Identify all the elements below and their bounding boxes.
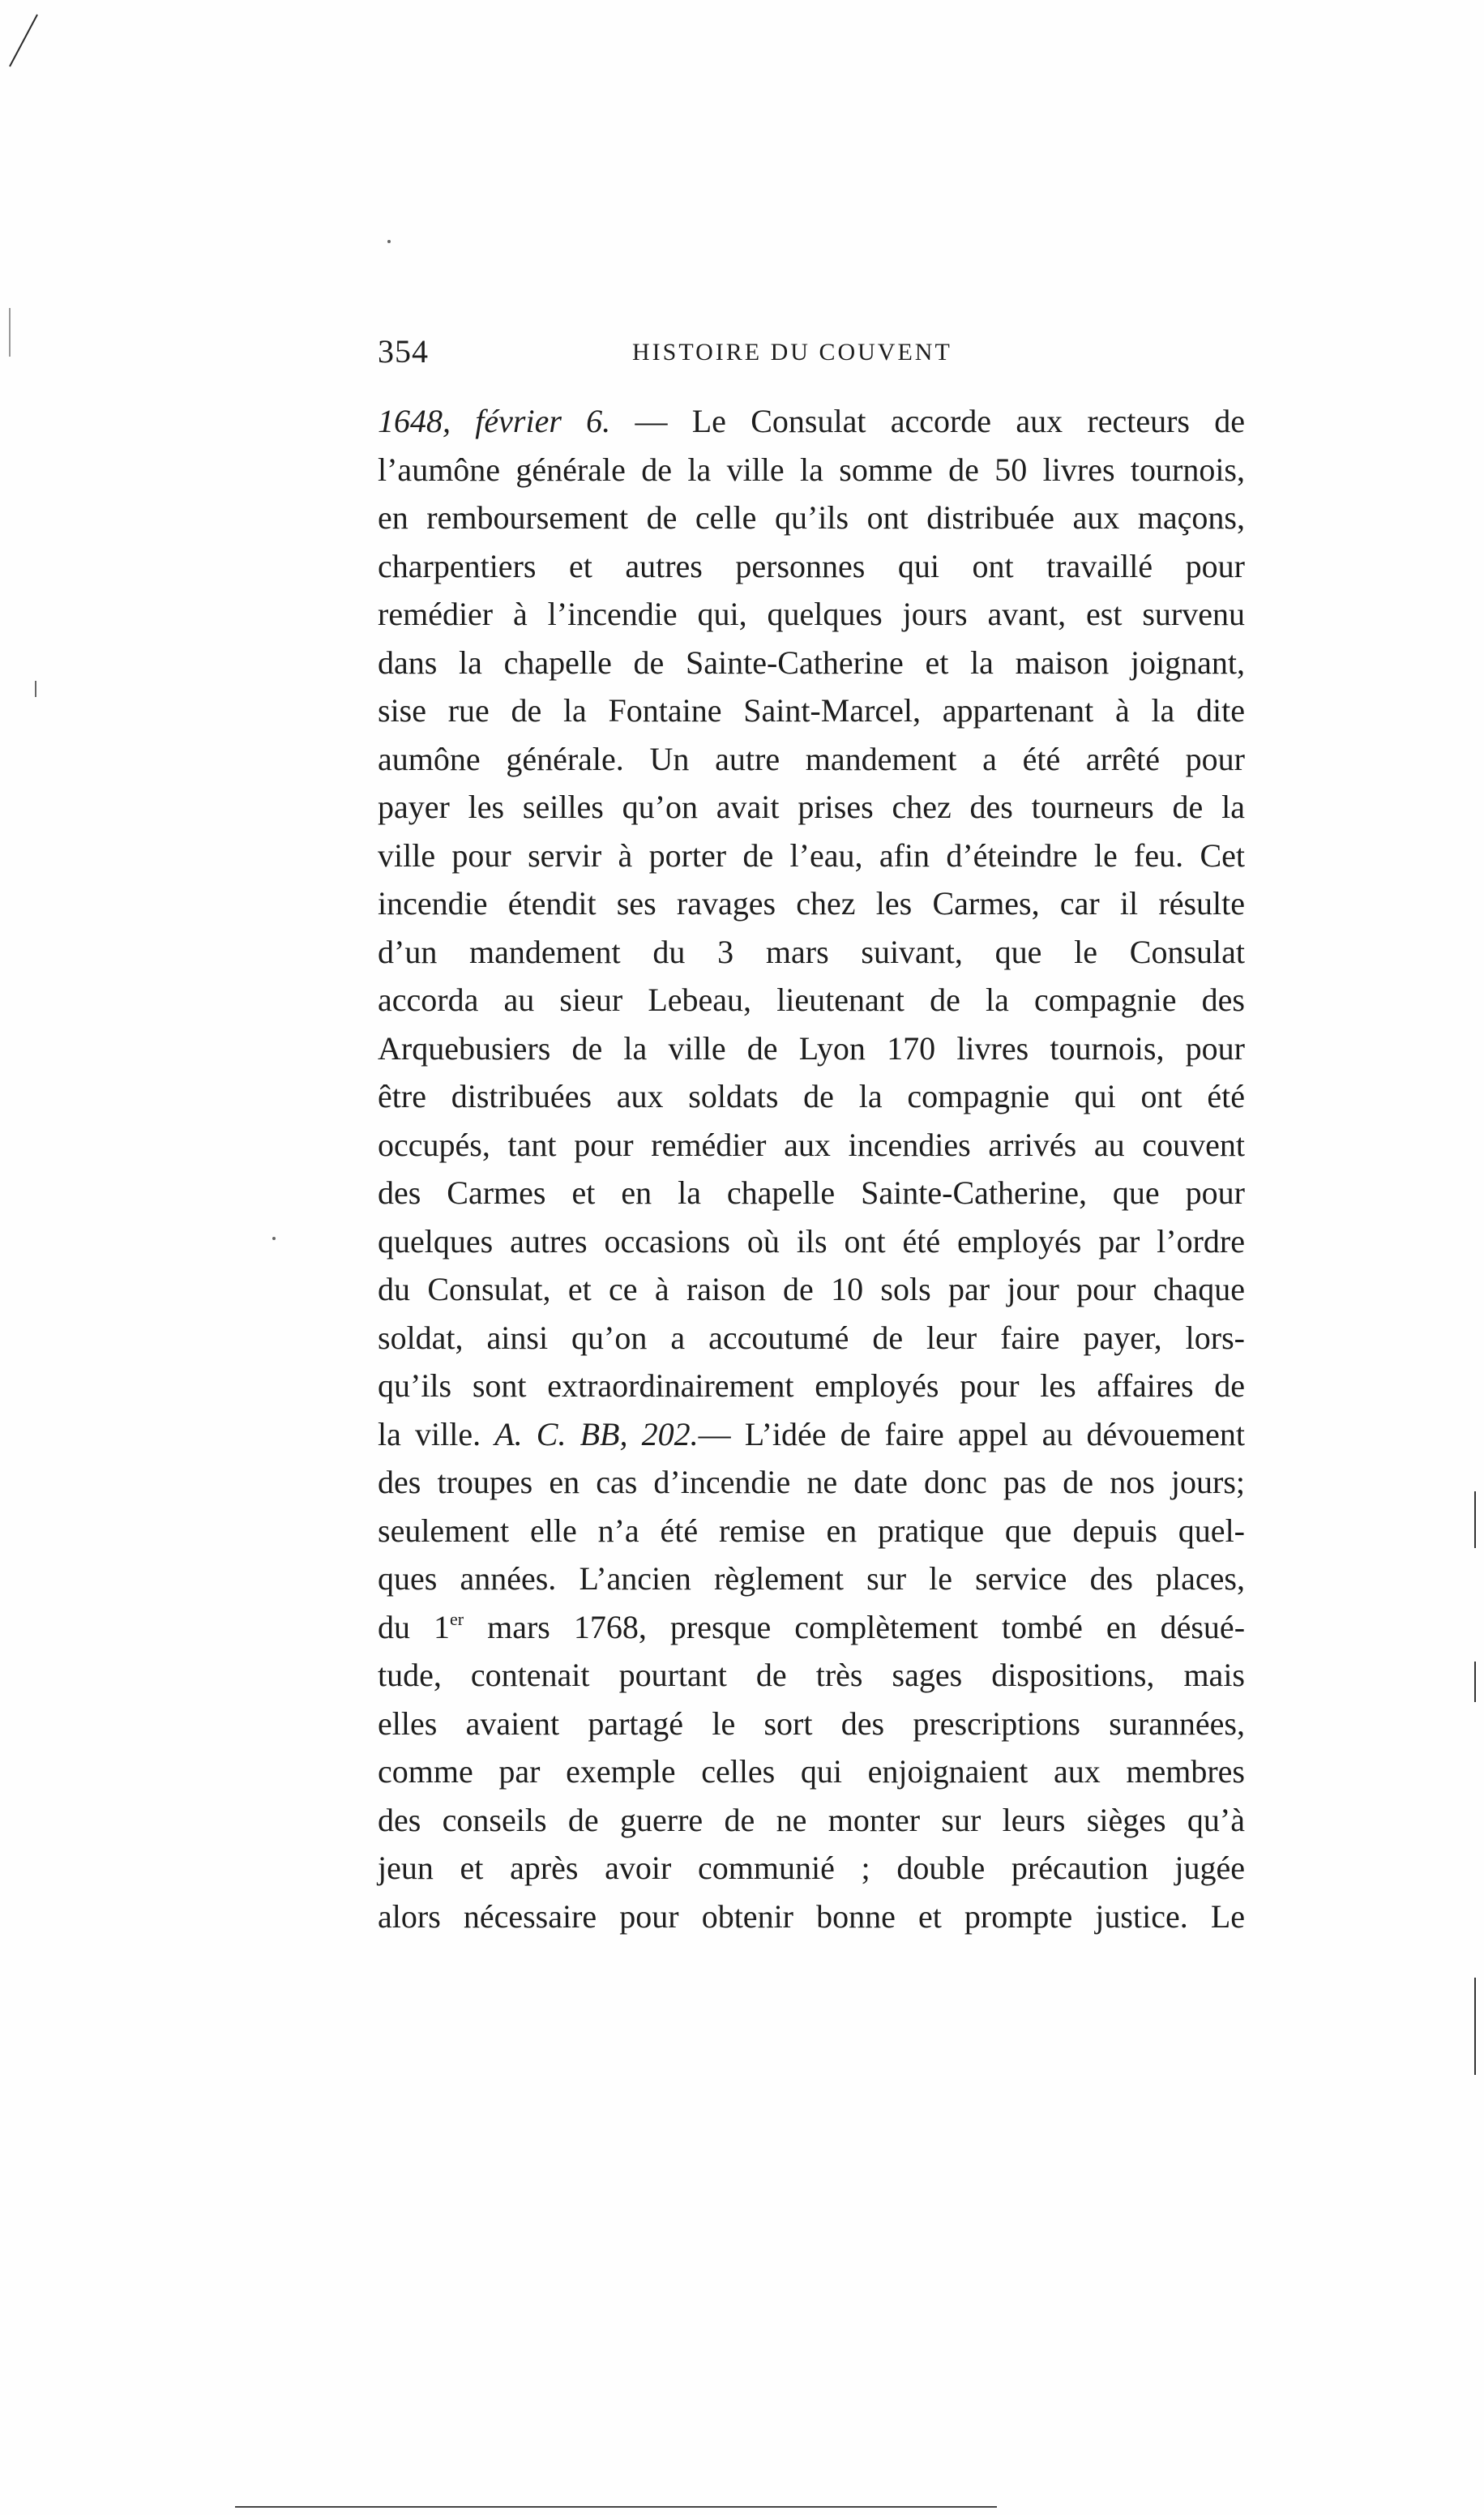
text-line: qu’ils sont extraordinairement employés pour les affaires de [378,1367,1245,1404]
archive-citation: A. C. BB, 202. [494,1415,699,1452]
text-line: des conseils de guerre de ne monter sur leurs sièges qu’à [378,1801,1245,1838]
text-line: des Carmes et en la chapelle Sainte-Catherine, que pour [378,1174,1245,1211]
text-line: occupés, tant pour remédier aux incendies arrivés au couvent [378,1126,1245,1163]
text-line: être distribuées aux soldats de la compagnie qui ont été [378,1078,1245,1114]
text-line: sise rue de la Fontaine Saint-Marcel, appartenant à la dite [378,692,1245,729]
line-text: — L’idée de faire appel au dévouement [698,1415,1245,1452]
text-line: en remboursement de celle qu’ils ont distribuée aux maçons, [378,499,1245,536]
text-line: remédier à l’incendie qui, quelques jours avant, est survenu [378,596,1245,632]
text-line: charpentiers et autres personnes qui ont travaillé pour [378,547,1245,584]
line-text: la ville. [378,1415,495,1452]
superscript: er [450,1608,464,1629]
text-line [378,1603,1245,1652]
text-line: quelques autres occasions où ils ont été employés par l’ordre [378,1222,1245,1260]
text-line: elles avaient partagé le sort des prescriptions surannées, [378,1704,1245,1742]
text-line: tude, contenait pourtant de très sages dispositions, mais [378,1657,1245,1693]
body-text [378,397,1245,1940]
running-head: HISTOIRE DU COUVENT [632,339,952,366]
line-text: mars 1768, presque complètement tombé en désué- [464,1608,1246,1645]
text-line [378,397,1245,446]
line-text: — Le Consulat accorde aux recteurs de [610,403,1245,439]
text-line [378,1410,1245,1459]
text-line: des troupes en cas d’incendie ne date donc pas de nos jours; [378,1464,1245,1500]
text-line: incendie étendit ses ravages chez les Carmes, car il résulte [378,885,1245,922]
text-line: seulement elle n’a été remise en pratique que depuis quel- [378,1512,1245,1549]
text-line: d’un mandement du 3 mars suivant, que le Consulat [378,933,1245,970]
date-italic: 1648, février 6. [378,403,611,439]
text-line: accorda au sieur Lebeau, lieutenant de la compagnie des [378,982,1245,1018]
text-line: ville pour servir à porter de l’eau, afin d’éteindre le feu. Cet [378,836,1245,874]
text-line: Arquebusiers de la ville de Lyon 170 livres tournois, pour [378,1029,1245,1067]
line-text: du 1 [378,1608,451,1645]
text-line: ques années. L’ancien règlement sur le service des places, [378,1560,1245,1597]
text-line: jeun et après avoir communié ; double précaution jugée [378,1850,1245,1886]
text-line: alors nécessaire pour obtenir bonne et prompte justice. Le [378,1897,1245,1935]
text-line: l’aumône générale de la ville la somme de 50 livres tournois, [378,451,1245,488]
text-line: dans la chapelle de Sainte-Catherine et la maison joignant, [378,644,1245,681]
text-line: du Consulat, et ce à raison de 10 sols par jour pour chaque [378,1271,1245,1307]
page-number: 354 [378,333,429,370]
text-line: payer les seilles qu’on avait prises chez des tourneurs de la [378,789,1245,825]
text-line: aumône générale. Un autre mandement a été arrêté pour [378,740,1245,777]
text-line: comme par exemple celles qui enjoignaient aux membres [378,1753,1245,1790]
text-line: soldat, ainsi qu’on a accoutumé de leur faire payer, lors- [378,1319,1245,1356]
